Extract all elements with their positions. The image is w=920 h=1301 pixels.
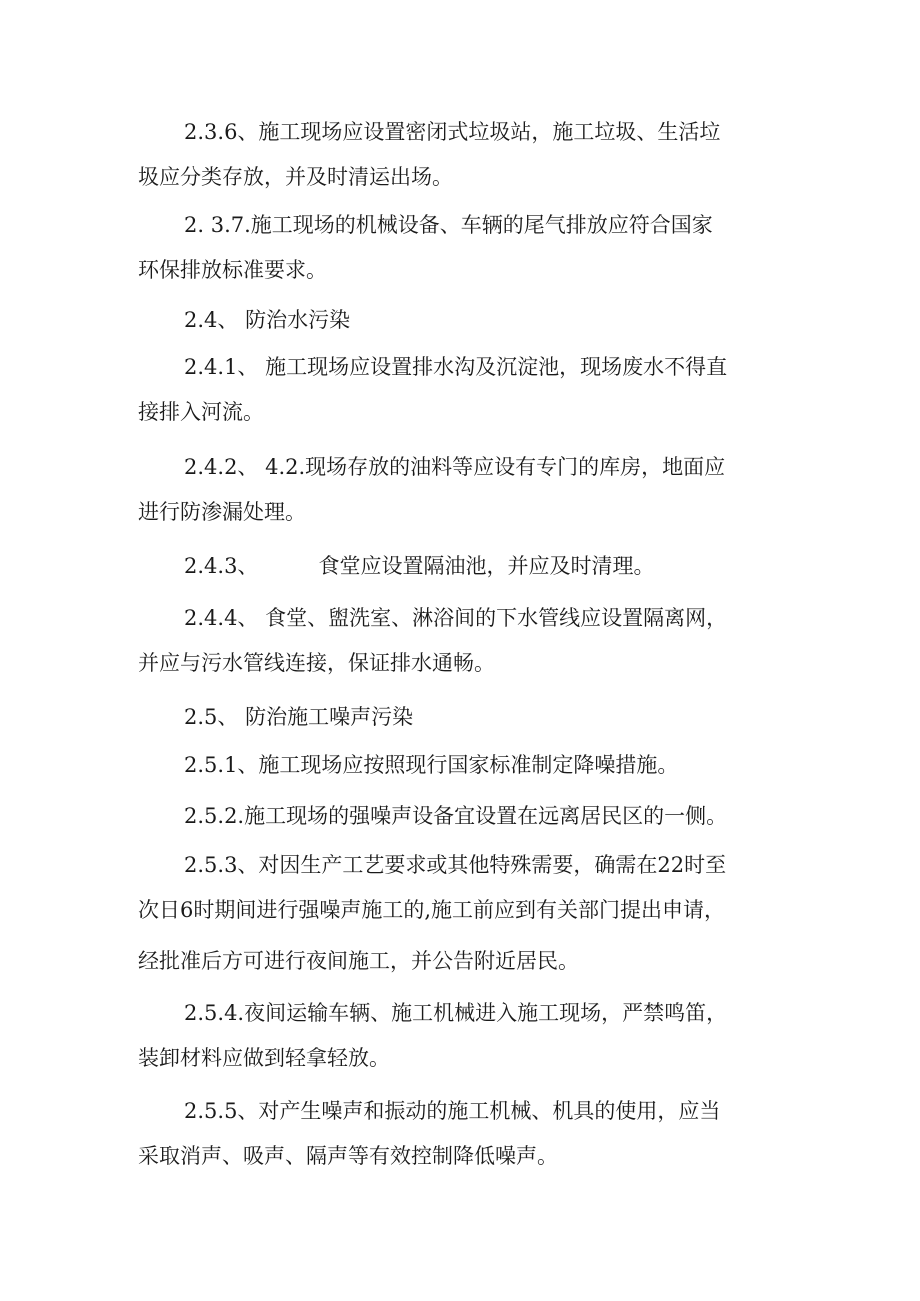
paragraph-2-5-1 [138,743,788,788]
text-line: 接排入河流。 [138,400,264,424]
text-line: 2.5.1、施工现场应按照现行国家标准制定降噪措施。 [184,753,679,777]
heading-2-4 [138,298,788,343]
text-line: 圾应分类存放，并及时清运出场。 [138,165,453,189]
paragraph-2-4-4 [138,596,788,686]
text-line: 次日6时期间进行强噪声施工的,施工前应到有关部门提出申请， [138,898,726,922]
paragraph-2-4-2 [138,445,788,535]
paragraph-2-5-2 [138,794,788,839]
text-line: 采取消声、吸声、隔声等有效控制降低噪声。 [138,1144,558,1168]
text-line: 2.5.2.施工现场的强噪声设备宜设置在远离居民区的一侧。 [184,804,728,828]
paragraph-2-3-7 [138,203,788,293]
text-line: 2.4.2、 4.2.现场存放的油料等应设有专门的库房，地面应 [184,455,726,479]
text-line: 2.5.5、对产生噪声和振动的施工机械、机具的使用，应当 [184,1099,721,1123]
paragraph-2-4-3 [138,544,788,589]
text-line: 并应与污水管线连接，保证排水通畅。 [138,651,495,675]
text-line: 2.5.3、对因生产工艺要求或其他特殊需要，确需在22时至 [184,853,727,877]
paragraph-2-5-4 [138,991,788,1081]
text-line: 2. 3.7.施工现场的机械设备、车辆的尾气排放应符合国家 [184,213,713,237]
heading-2-5 [138,695,788,740]
text-line: 2.3.6、施工现场应设置密闭式垃圾站，施工垃圾、生活垃 [184,120,721,144]
paragraph-2-5-3 [138,843,788,984]
paragraph-2-4-1 [138,345,788,435]
paragraph-2-3-6 [138,110,788,200]
text-line: 环保排放标准要求。 [138,258,327,282]
paragraph-2-5-5 [138,1089,788,1179]
text-line: 2.4.4、 食堂、盥洗室、淋浴间的下水管线应设置隔离网， [184,606,728,630]
text-line: 2.5.4.夜间运输车辆、施工机械进入施工现场，严禁鸣笛， [184,1001,728,1025]
text-line: 经批准后方可进行夜间施工，并公告附近居民。 [138,949,579,973]
text-line: 装卸材料应做到轻拿轻放。 [138,1046,390,1070]
text-line: 2.4.1、 施工现场应设置排水沟及沉淀池，现场废水不得直 [184,355,728,379]
section-heading: 2.5、 防治施工噪声污染 [184,705,414,729]
section-heading: 2.4、 防治水污染 [184,308,351,332]
text-line: 2.4.3、 食堂应设置隔油池，并应及时清理。 [184,554,655,578]
text-line: 进行防渗漏处理。 [138,500,306,524]
